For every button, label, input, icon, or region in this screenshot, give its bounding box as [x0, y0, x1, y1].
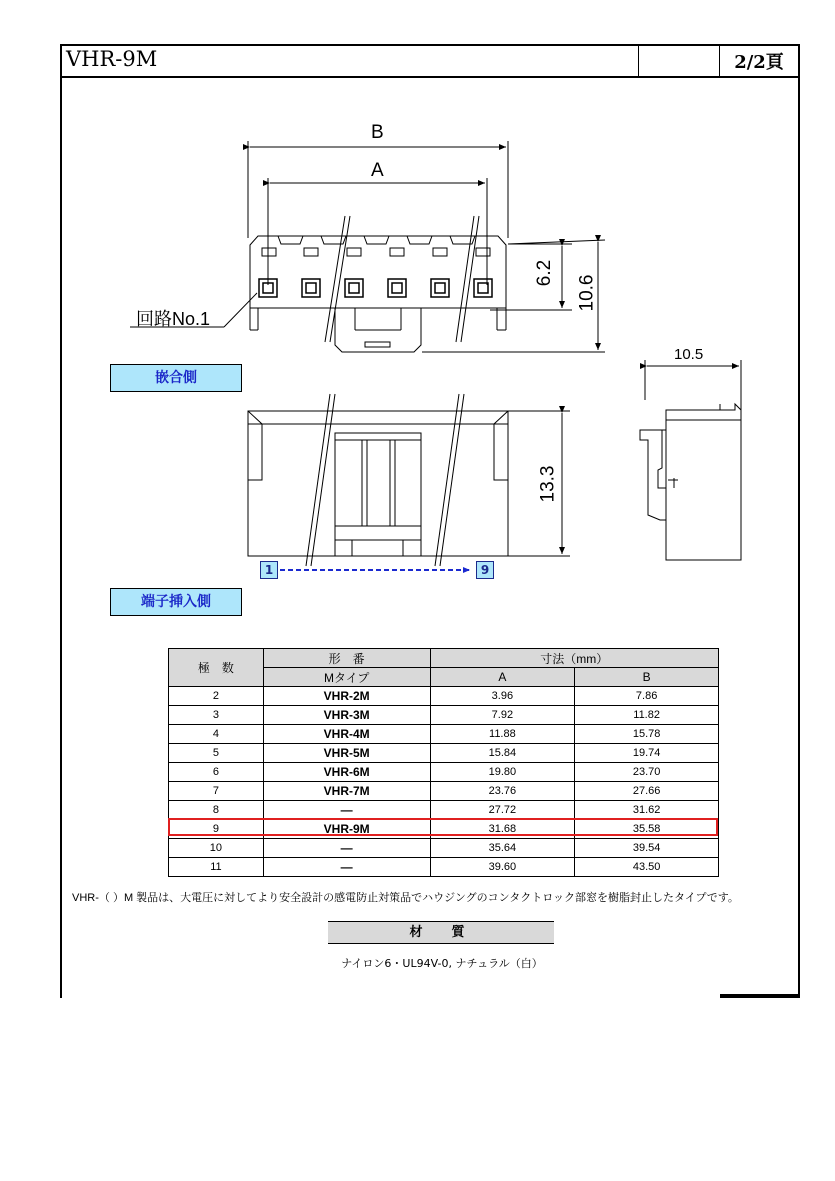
- table-row: [169, 725, 719, 744]
- cell-b: 15.78: [575, 725, 719, 744]
- table-row: [169, 687, 719, 706]
- col-header-b: B: [575, 668, 719, 687]
- table-row: [169, 782, 719, 801]
- cell-b: 39.54: [575, 839, 719, 858]
- circuit-no-label: 回路No.1: [136, 309, 211, 329]
- table-row: [169, 801, 719, 820]
- material-value: ナイロン6・UL94V-0, ナチュラル（白）: [341, 957, 543, 970]
- cell-poles: 3: [169, 706, 264, 725]
- dimension-10-5-label: 10.5: [674, 346, 704, 363]
- cell-poles: 8: [169, 801, 264, 820]
- cell-b: 19.74: [575, 744, 719, 763]
- table-row: [169, 706, 719, 725]
- cell-part: VHR-4M: [263, 725, 430, 744]
- col-header-dim: 寸法（mm）: [430, 649, 718, 668]
- material-heading: 材 質: [328, 921, 554, 944]
- dimension-6-2-label: 6.2: [534, 259, 556, 287]
- cell-b: 31.62: [575, 801, 719, 820]
- cell-part: —: [263, 839, 430, 858]
- cell-a: 15.84: [430, 744, 575, 763]
- cell-a: 39.60: [430, 858, 575, 877]
- col-header-poles: 極 数: [169, 649, 264, 687]
- cell-part: VHR-2M: [263, 687, 430, 706]
- highlighted-row-outline: [168, 818, 718, 836]
- col-header-a: A: [430, 668, 575, 687]
- cell-b: 27.66: [575, 782, 719, 801]
- cell-part: VHR-7M: [263, 782, 430, 801]
- cell-poles: 4: [169, 725, 264, 744]
- cell-a: 27.72: [430, 801, 575, 820]
- dimension-b-label: B: [371, 122, 384, 143]
- cell-part: VHR-5M: [263, 744, 430, 763]
- dimension-13-3-label: 13.3: [537, 465, 559, 503]
- dimension-table: [168, 648, 719, 877]
- table-row: [169, 763, 719, 782]
- table-row: [169, 839, 719, 858]
- cell-poles: 5: [169, 744, 264, 763]
- cell-b: 23.70: [575, 763, 719, 782]
- cell-b: 7.86: [575, 687, 719, 706]
- col-header-part: 形 番: [263, 649, 430, 668]
- table-row: [169, 744, 719, 763]
- cell-a: 31.68: [430, 820, 575, 839]
- cell-a: 23.76: [430, 782, 575, 801]
- cell-part: VHR-6M: [263, 763, 430, 782]
- cell-a: 11.88: [430, 725, 575, 744]
- cell-a: 3.96: [430, 687, 575, 706]
- mating-side-label: 嵌合側: [110, 364, 242, 392]
- cell-poles: 2: [169, 687, 264, 706]
- cell-poles: 10: [169, 839, 264, 858]
- pin-9-marker: 9: [476, 561, 494, 579]
- table-row: [169, 858, 719, 877]
- cell-part: VHR-3M: [263, 706, 430, 725]
- cell-part: —: [263, 858, 430, 877]
- cell-b: 35.58: [575, 820, 719, 839]
- cell-a: 19.80: [430, 763, 575, 782]
- part-title: VHR-9M: [66, 47, 158, 71]
- product-note: VHR-（ ）M 製品は、大電圧に対してより安全設計の感電防止対策品でハウジングのコンタクトロック部窓を樹脂封止したタイプです。: [72, 892, 739, 904]
- col-header-mtype: Mタイプ: [263, 668, 430, 687]
- cell-b: 43.50: [575, 858, 719, 877]
- cell-poles: 9: [169, 820, 264, 839]
- dimension-10-6-label: 10.6: [576, 274, 598, 312]
- page-number: 2/2頁: [734, 52, 784, 73]
- frame-corner: [720, 994, 798, 998]
- cell-poles: 6: [169, 763, 264, 782]
- cell-poles: 7: [169, 782, 264, 801]
- dimension-a-label: A: [371, 160, 384, 181]
- cell-poles: 11: [169, 858, 264, 877]
- cell-part: VHR-9M: [263, 820, 430, 839]
- insertion-side-label: 端子挿入側: [110, 588, 242, 616]
- cell-a: 35.64: [430, 839, 575, 858]
- pin-1-marker: 1: [260, 561, 278, 579]
- cell-a: 7.92: [430, 706, 575, 725]
- cell-b: 11.82: [575, 706, 719, 725]
- cell-part: —: [263, 801, 430, 820]
